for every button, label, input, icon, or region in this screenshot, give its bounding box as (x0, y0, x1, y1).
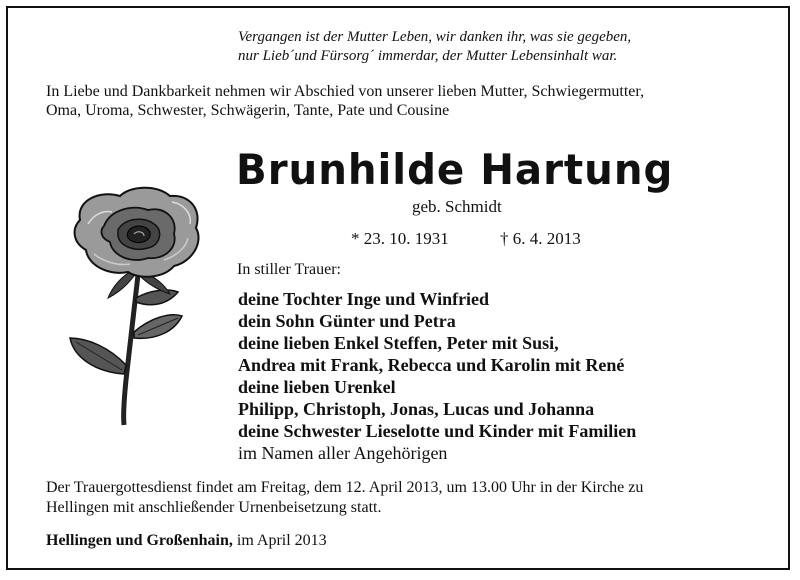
rose-icon (60, 180, 210, 430)
intro-line: Oma, Uroma, Schwester, Schwägerin, Tante, Pate und Cousine (46, 102, 450, 119)
deceased-name: Brunhilde Hartung (236, 145, 674, 194)
mourner-line: Andrea mit Frank, Rebecca und Karolin mit René (238, 355, 625, 375)
mourners-list (238, 288, 778, 464)
birth-date: * 23. 10. 1931 (351, 229, 449, 248)
mourner-line: deine Schwester Lieselotte und Kinder mit Familien (238, 421, 637, 441)
notice-date: im April 2013 (236, 532, 327, 549)
intro-line: In Liebe und Dankbarkeit nehmen wir Abschied von unserer lieben Mutter, Schwiegermutter, (46, 83, 645, 100)
place-date-line (46, 532, 327, 550)
mourner-line: dein Sohn Günter und Petra (238, 311, 456, 331)
places: Hellingen und Großenhain, (46, 532, 233, 549)
service-line: Hellingen mit anschließender Urnenbeisetzung statt. (46, 499, 382, 516)
mourners-label: In stiller Trauer: (237, 261, 341, 278)
mourner-line: deine Tochter Inge und Winfried (238, 289, 490, 309)
maiden-name: geb. Schmidt (412, 197, 502, 216)
service-line: Der Trauergottesdienst findet am Freitag, dem 12. April 2013, um 13.00 Uhr in der Kirche zu (46, 479, 644, 496)
death-date: † 6. 4. 2013 (500, 229, 581, 248)
mourner-line: Philipp, Christoph, Jonas, Lucas und Johanna (238, 399, 595, 419)
verse-line: nur Lieb´und Fürsorg´ immerdar, der Mutter Lebensinhalt war. (238, 48, 618, 64)
verse-line: Vergangen ist der Mutter Leben, wir danken ihr, was sie gegeben, (238, 29, 632, 45)
intro-text (46, 82, 766, 120)
mourner-line: deine lieben Enkel Steffen, Peter mit Susi, (238, 333, 559, 353)
memorial-verse (238, 28, 738, 66)
mourner-line: deine lieben Urenkel (238, 377, 396, 397)
mourner-closing-line: im Namen aller Angehörigen (238, 443, 448, 463)
service-announcement (46, 478, 776, 518)
